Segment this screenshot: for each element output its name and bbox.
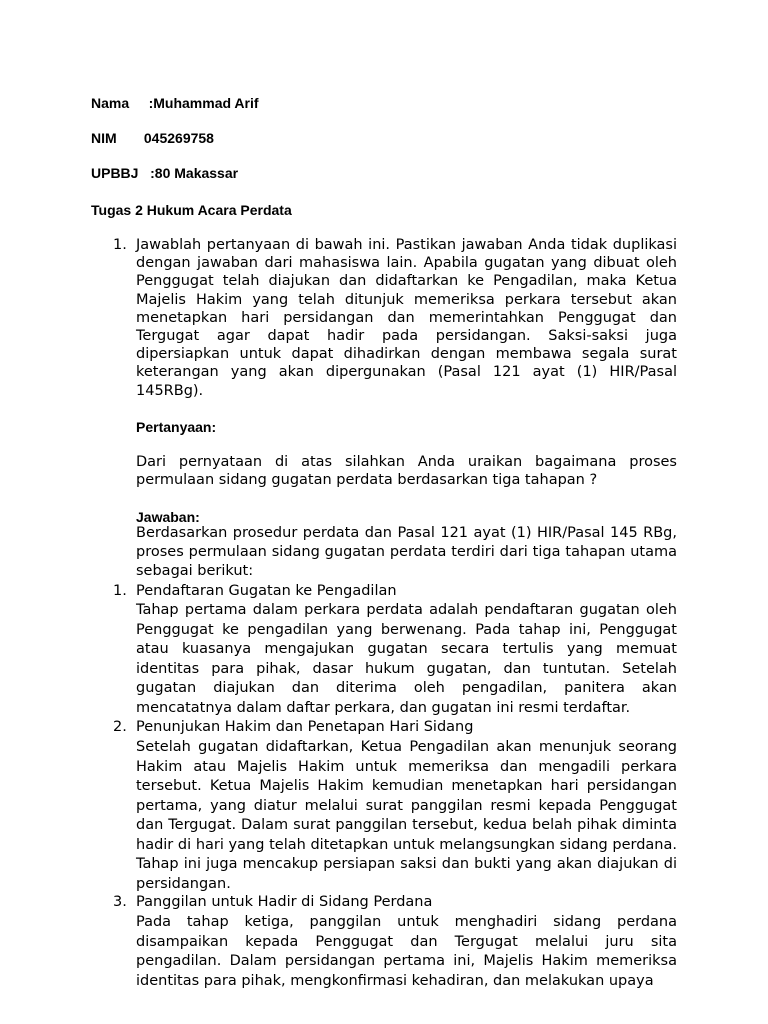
step-body: Setelah gugatan didaftarkan, Ketua Pengadilan akan menunjuk seorang Hakim atau Majelis Hakim untuk memeriksa dan mengadili perkara tersebut. Ketua Majelis Hakim kemudian menetapkan hari persidangan pertama, yang diatur melalui surat panggilan resmi kepada Penggugat dan Tergugat. Dalam surat panggilan tersebut, kedua belah pihak diminta hadir di hari yang telah ditetapkan untuk melangsungkan sidang perdana. Tahap ini juga mencakup persiapan saksi dan bukti yang akan diajukan di persidangan. [136,739,677,892]
jawaban-label: Jawaban: [136,509,200,525]
pertanyaan-text: Dari pernyataan di atas silahkan Anda uraikan bagaimana proses permulaan sidang gugatan perdata berdasarkan tiga tahapan ? [136,454,677,489]
step-number: 1. [113,583,127,599]
student-name: Nama :Muhammad Arif [91,95,259,111]
student-upbbj: UPBBJ :80 Makassar [91,165,239,181]
question-text: Jawablah pertanyaan di bawah ini. Pastikan jawaban Anda tidak duplikasi dengan jawaban dari mahasiswa lain. Apabila gugatan yang dibuat oleh Penggugat telah diajukan dan didaftarkan ke Pengadilan, maka Ketua Majelis Hakim yang telah ditunjuk memeriksa perkara tersebut akan menetapkan hari persidangan dan memerintahkan Penggugat dan Tergugat agar dapat hadir pada persidangan. Saksi-saksi juga dipersiapkan untuk dapat dihadirkan dengan membawa segala surat keterangan yang akan dipergunakan (Pasal 121 ayat (1) HIR/Pasal 145RBg). [136,237,677,399]
step-number: 2. [113,719,127,735]
question-number: 1. [113,237,127,253]
jawaban-intro: Berdasarkan prosedur perdata dan Pasal 121 ayat (1) HIR/Pasal 145 RBg, proses permulaan sidang gugatan perdata terdiri dari tiga tahapan utama sebagai berikut: [136,525,677,580]
pertanyaan-label: Pertanyaan: [136,419,217,435]
step-body: Tahap pertama dalam perkara perdata adalah pendaftaran gugatan oleh Penggugat ke pengadilan yang berwenang. Pada tahap ini, Penggugat atau kuasanya mengajukan gugatan secara tertulis yang memuat identitas para pihak, dasar hukum gugatan, dan tuntutan. Setelah gugatan diajukan dan diterima oleh pengadilan, panitera akan mencatatnya dalam daftar perkara, dan gugatan ini resmi terdaftar. [136,602,677,716]
step-title: Pendaftaran Gugatan ke Pengadilan [136,583,397,599]
step-title: Penunjukan Hakim dan Penetapan Hari Sidang [136,719,474,735]
step-body: Pada tahap ketiga, panggilan untuk menghadiri sidang perdana disampaikan kepada Penggugat dan Tergugat melalui juru sita pengadilan. Dalam persidangan pertama ini, Majelis Hakim memeriksa identitas para pihak, mengkonfirmasi kehadiran, dan melakukan upaya [136,914,677,989]
assignment-title: Tugas 2 Hukum Acara Perdata [91,202,292,218]
student-nim: NIM 045269758 [91,130,214,146]
step-number: 3. [113,894,127,910]
step-title: Panggilan untuk Hadir di Sidang Perdana [136,894,433,910]
